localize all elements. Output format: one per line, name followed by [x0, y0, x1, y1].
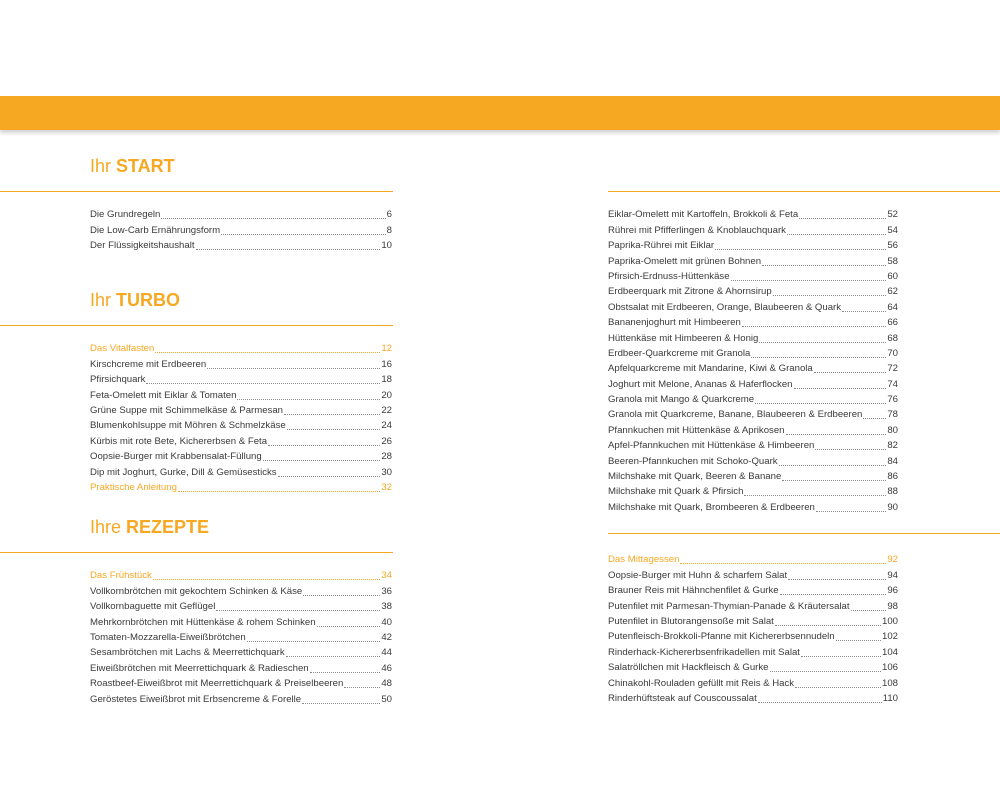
toc-entry-title: Granola mit Mango & Quarkcreme [608, 394, 755, 406]
dot-leader [786, 434, 887, 435]
toc-entry [608, 437, 898, 452]
toc-entry-page: 32 [381, 481, 392, 493]
toc-list-start [90, 206, 392, 252]
toc-entry [90, 448, 392, 463]
toc-entry [90, 417, 392, 432]
dot-leader [196, 249, 381, 250]
toc-entry-page: 46 [381, 662, 392, 674]
dot-leader [836, 640, 881, 641]
toc-entry-title: Brauner Reis mit Hähnchenfilet & Gurke [608, 585, 779, 597]
toc-chapter-entry [608, 551, 898, 566]
toc-entry [608, 628, 898, 643]
toc-entry [90, 690, 392, 705]
toc-entry-page: 60 [887, 270, 898, 282]
toc-entry [608, 206, 898, 221]
toc-entry-page: 38 [381, 601, 392, 613]
section-heading-rezepte: Ihre REZEPTE [90, 517, 210, 537]
dot-leader [310, 672, 381, 673]
toc-entry-title: Apfel-Pfannkuchen mit Hüttenkäse & Himbeeren [608, 440, 815, 452]
toc-entry [608, 329, 898, 344]
toc-entry-page: 48 [381, 678, 392, 690]
toc-entry-title: Erdbeer-Quarkcreme mit Granola [608, 347, 751, 359]
toc-entry-page: 20 [381, 389, 392, 401]
toc-entry [90, 463, 392, 478]
toc-entry [608, 360, 898, 375]
toc-entry [608, 406, 898, 421]
toc-entry-title: Pfannkuchen mit Hüttenkäse & Aprikosen [608, 424, 785, 436]
toc-entry-title: Die Grundregeln [90, 209, 161, 221]
dot-leader [801, 656, 881, 657]
toc-entry [90, 613, 392, 628]
section-rule [0, 191, 393, 192]
toc-entry [90, 221, 392, 236]
toc-entry-page: 78 [887, 409, 898, 421]
toc-entry [90, 629, 392, 644]
toc-entry [608, 597, 898, 612]
dot-leader [344, 687, 380, 688]
toc-entry [608, 582, 898, 597]
toc-entry-title: Vollkornbrötchen mit gekochtem Schinken & Käse [90, 585, 303, 597]
dot-leader [263, 460, 381, 461]
toc-entry-title: Obstsalat mit Erdbeeren, Orange, Blaubeeren & Quark [608, 301, 842, 313]
toc-entry-page: 76 [887, 394, 898, 406]
dot-leader [278, 476, 381, 477]
toc-entry [608, 298, 898, 313]
toc-entry [608, 643, 898, 658]
toc-entry-page: 104 [881, 646, 898, 658]
toc-list-mittagessen [608, 551, 898, 705]
section-heading-start: Ihr START [90, 156, 175, 176]
dot-leader [680, 563, 886, 564]
toc-entry [608, 483, 898, 498]
toc-entry-page: 12 [381, 343, 392, 355]
toc-chapter-entry [90, 567, 392, 582]
toc-entry-title: Mehrkornbrötchen mit Hüttenkäse & rohem Schinken [90, 616, 316, 628]
dot-leader [842, 311, 886, 312]
toc-entry [90, 659, 392, 674]
toc-chapter-entry [90, 340, 392, 355]
dot-leader [146, 383, 380, 384]
dot-leader [247, 641, 381, 642]
toc-entry [90, 206, 392, 221]
toc-entry-page: 40 [381, 616, 392, 628]
toc-entry-page: 70 [887, 347, 898, 359]
toc-entry-title: Milchshake mit Quark, Brombeeren & Erdbeeren [608, 501, 815, 513]
toc-entry-title: Chinakohl-Rouladen gefüllt mit Reis & Hack [608, 677, 795, 689]
toc-entry [608, 498, 898, 513]
toc-entry-title: Apfelquarkcreme mit Mandarine, Kiwi & Granola [608, 363, 813, 375]
toc-entry [90, 386, 392, 401]
toc-entry [608, 613, 898, 628]
toc-entry-title: Putenfleisch-Brokkoli-Pfanne mit Kichererbsennudeln [608, 631, 835, 643]
toc-entry [608, 566, 898, 581]
header-banner [0, 96, 1000, 130]
toc-entry-title: Pfirsich-Erdnuss-Hüttenkäse [608, 270, 730, 282]
toc-entry [608, 674, 898, 689]
toc-entry-title: Grüne Suppe mit Schimmelkäse & Parmesan [90, 404, 284, 416]
toc-entry-page: 6 [386, 209, 392, 221]
toc-entry [608, 659, 898, 674]
dot-leader [303, 595, 380, 596]
toc-entry-page: 28 [381, 451, 392, 463]
dot-leader [770, 671, 881, 672]
dot-leader [779, 465, 887, 466]
toc-entry-page: 34 [381, 570, 392, 582]
toc-entry [608, 252, 898, 267]
dot-leader [731, 280, 887, 281]
toc-entry-page: 52 [887, 209, 898, 221]
dot-leader [153, 579, 380, 580]
toc-entry [90, 582, 392, 597]
toc-entry-page: 10 [381, 240, 392, 252]
toc-entry [608, 345, 898, 360]
toc-entry-title: Rührei mit Pfifferlingen & Knoblauchquark [608, 224, 786, 236]
toc-entry-page: 108 [881, 677, 898, 689]
dot-leader [816, 511, 886, 512]
section-rule [0, 552, 393, 553]
dot-leader [799, 218, 886, 219]
toc-entry [608, 283, 898, 298]
toc-entry-page: 86 [887, 471, 898, 483]
toc-entry-page: 80 [887, 424, 898, 436]
toc-entry-page: 98 [887, 600, 898, 612]
section-heading-turbo: Ihr TURBO [90, 290, 181, 310]
dot-leader [286, 656, 381, 657]
toc-entry-title: Joghurt mit Melone, Ananas & Haferflocken [608, 378, 793, 390]
toc-entry-title: Praktische Anleitung [90, 481, 177, 493]
toc-entry-page: 84 [887, 455, 898, 467]
toc-entry-title: Das Frühstück [90, 570, 152, 582]
dot-leader [795, 687, 881, 688]
toc-entry [90, 598, 392, 613]
toc-entry-title: Kirschcreme mit Erdbeeren [90, 358, 207, 370]
toc-entry-page: 18 [381, 374, 392, 386]
dot-leader [207, 368, 380, 369]
toc-entry [608, 237, 898, 252]
toc-entry-title: Roastbeef-Eiweißbrot mit Meerrettichquark & Preiselbeeren [90, 678, 344, 690]
dot-leader [788, 579, 886, 580]
toc-entry [90, 675, 392, 690]
toc-entry-title: Die Low-Carb Ernährungsform [90, 224, 221, 236]
toc-list-fruehstueck-cont [608, 206, 898, 514]
toc-entry-title: Das Vitalfasten [90, 343, 155, 355]
toc-entry-title: Tomaten-Mozzarella-Eiweißbrötchen [90, 631, 246, 643]
toc-entry-page: 50 [381, 693, 392, 705]
dot-leader [237, 399, 380, 400]
section-rule [608, 533, 1000, 534]
toc-entry-page: 110 [882, 692, 898, 704]
toc-entry-title: Milchshake mit Quark, Beeren & Banane [608, 471, 782, 483]
dot-leader [851, 610, 887, 611]
toc-entry [608, 468, 898, 483]
toc-entry-page: 26 [381, 435, 392, 447]
dot-leader [755, 403, 886, 404]
dot-leader [775, 625, 881, 626]
toc-entry-page: 92 [887, 554, 898, 566]
toc-entry [90, 432, 392, 447]
toc-entry-title: Eiklar-Omelett mit Kartoffeln, Brokkoli & Feta [608, 209, 799, 221]
toc-entry-title: Pfirsichquark [90, 374, 146, 386]
toc-entry-page: 62 [887, 286, 898, 298]
toc-entry-page: 36 [381, 585, 392, 597]
toc-entry [90, 644, 392, 659]
dot-leader [302, 703, 380, 704]
dot-leader [751, 357, 886, 358]
toc-entry-title: Oopsie-Burger mit Krabbensalat-Füllung [90, 451, 262, 463]
section-rule [608, 191, 1000, 192]
toc-entry [90, 371, 392, 386]
dot-leader [221, 234, 386, 235]
toc-entry-title: Geröstetes Eiweißbrot mit Erbsencreme & Forelle [90, 693, 302, 705]
section-rule [0, 325, 393, 326]
dot-leader [744, 495, 886, 496]
dot-leader [758, 702, 882, 703]
toc-entry-title: Paprika-Rührei mit Eiklar [608, 240, 715, 252]
toc-entry-page: 56 [887, 240, 898, 252]
toc-entry-title: Vollkornbaguette mit Geflügel [90, 601, 216, 613]
toc-entry-title: Sesambrötchen mit Lachs & Meerrettichquark [90, 647, 285, 659]
toc-entry-page: 22 [381, 404, 392, 416]
toc-entry-page: 64 [887, 301, 898, 313]
toc-entry-title: Rinderhüftsteak auf Couscoussalat [608, 692, 757, 704]
toc-entry [608, 421, 898, 436]
toc-entry-title: Oopsie-Burger mit Huhn & scharfem Salat [608, 569, 788, 581]
toc-entry-page: 54 [887, 224, 898, 236]
dot-leader [161, 218, 385, 219]
dot-leader [794, 388, 887, 389]
toc-entry-page: 66 [887, 317, 898, 329]
toc-entry-page: 74 [887, 378, 898, 390]
dot-leader [815, 449, 886, 450]
dot-leader [268, 445, 380, 446]
toc-entry-page: 44 [381, 647, 392, 659]
toc-entry [608, 375, 898, 390]
toc-chapter-entry [90, 479, 392, 494]
dot-leader [773, 295, 887, 296]
toc-entry [608, 452, 898, 467]
dot-leader [863, 418, 886, 419]
toc-list-turbo [90, 340, 392, 494]
toc-entry [90, 355, 392, 370]
toc-entry [608, 268, 898, 283]
toc-entry-page: 16 [381, 358, 392, 370]
toc-entry-title: Blumenkohlsuppe mit Möhren & Schmelzkäse [90, 420, 286, 432]
dot-leader [216, 610, 380, 611]
toc-entry-title: Kürbis mit rote Bete, Kichererbsen & Feta [90, 435, 268, 447]
toc-entry-title: Hüttenkäse mit Himbeeren & Honig [608, 332, 759, 344]
toc-entry-page: 72 [887, 363, 898, 375]
dot-leader [759, 342, 886, 343]
toc-entry-title: Paprika-Omelett mit grünen Bohnen [608, 255, 762, 267]
toc-entry [90, 237, 392, 252]
toc-entry-page: 100 [881, 615, 898, 627]
toc-entry-page: 30 [381, 466, 392, 478]
toc-entry-page: 8 [386, 224, 392, 236]
dot-leader [178, 491, 380, 492]
toc-entry [608, 391, 898, 406]
toc-entry-title: Granola mit Quarkcreme, Banane, Blaubeeren & Erdbeeren [608, 409, 863, 421]
toc-list-rezepte [90, 567, 392, 706]
toc-entry-title: Salatröllchen mit Hackfleisch & Gurke [608, 662, 769, 674]
dot-leader [787, 234, 886, 235]
toc-entry-title: Erdbeerquark mit Zitrone & Ahornsirup [608, 286, 772, 298]
toc-entry-title: Putenfilet in Blutorangensoße mit Salat [608, 615, 774, 627]
toc-entry-title: Feta-Omelett mit Eiklar & Tomaten [90, 389, 237, 401]
toc-entry-page: 90 [887, 501, 898, 513]
dot-leader [780, 594, 887, 595]
toc-entry-page: 96 [887, 585, 898, 597]
toc-entry-page: 106 [881, 662, 898, 674]
dot-leader [155, 352, 380, 353]
toc-entry [608, 221, 898, 236]
toc-entry-page: 102 [881, 631, 898, 643]
toc-entry-page: 58 [887, 255, 898, 267]
toc-entry-page: 88 [887, 486, 898, 498]
toc-entry-title: Der Flüssigkeitshaushalt [90, 240, 195, 252]
toc-entry-title: Milchshake mit Quark & Pfirsich [608, 486, 744, 498]
dot-leader [284, 414, 380, 415]
toc-entry-title: Putenfilet mit Parmesan-Thymian-Panade & Kräutersalat [608, 600, 850, 612]
dot-leader [814, 372, 887, 373]
toc-entry-title: Beeren-Pfannkuchen mit Schoko-Quark [608, 455, 778, 467]
toc-entry-page: 94 [887, 569, 898, 581]
dot-leader [782, 480, 886, 481]
toc-entry-page: 42 [381, 631, 392, 643]
dot-leader [762, 265, 886, 266]
toc-entry-title: Rinderhack-Kichererbsenfrikadellen mit Salat [608, 646, 800, 658]
dot-leader [317, 626, 381, 627]
toc-entry [608, 690, 898, 705]
dot-leader [287, 429, 381, 430]
toc-entry-page: 82 [887, 440, 898, 452]
toc-entry [90, 402, 392, 417]
toc-entry-title: Bananenjoghurt mit Himbeeren [608, 317, 741, 329]
toc-entry-page: 24 [381, 420, 392, 432]
toc-entry-title: Dip mit Joghurt, Gurke, Dill & Gemüsesticks [90, 466, 277, 478]
toc-entry-title: Eiweißbrötchen mit Meerrettichquark & Radieschen [90, 662, 309, 674]
toc-entry-title: Das Mittagessen [608, 554, 680, 566]
toc-entry [608, 314, 898, 329]
dot-leader [742, 326, 887, 327]
toc-entry-page: 68 [887, 332, 898, 344]
dot-leader [715, 249, 886, 250]
